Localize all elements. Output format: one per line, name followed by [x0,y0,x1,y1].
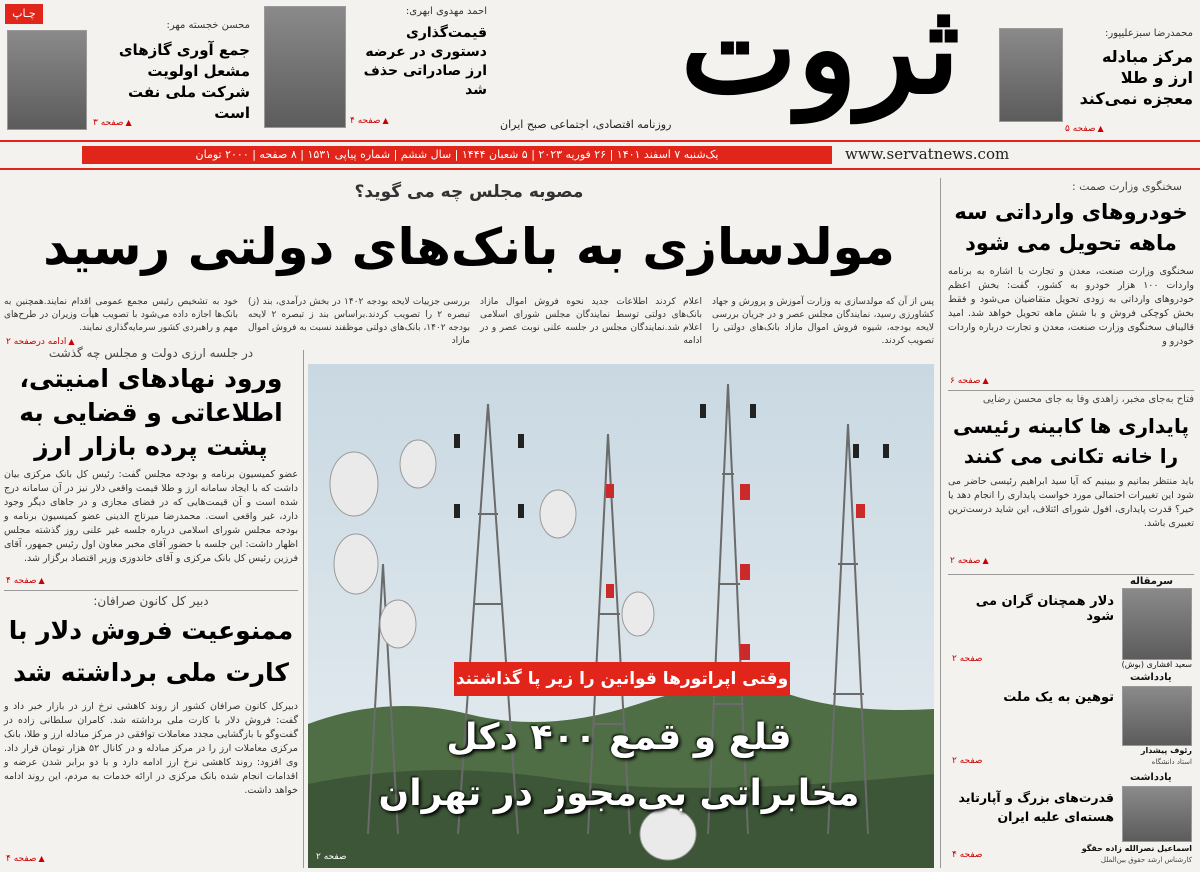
opinion-author: رئوف پیشدار [1140,746,1192,755]
article-body: دبیرکل کانون صرافان کشور از روند کاهشی نرخ ارز در بازار خبر داد و گفت: فروش دلار با کارت ملی برداشته شد. کامران سلطانی زاده در گفت‌وگو با بازگشایی مجدد معاملات توافقی در مرکز مبادله ارز و طلا، بانک مرکزی معاملات ارز را در مرکز مبادله و در کانال ۵۲ هزار تومان قرار داد. وی افزود: روند کاهشی نرخ ارز ادامه دارد و با دو برابر شدن عرضه و اقدامات انجام شده بانک مرکزی در ارائه خدمات به مردم، این روند ادامه خواهد داشت. [4,701,298,796]
site-url[interactable]: www.servatnews.com [845,145,1010,163]
center-headline: قلع و قمع ۴۰۰ دکل مخابراتی بی‌مجوز در تهران [378,717,860,814]
opinion-author: سعید افشاری (بوش) [1121,660,1192,669]
left-article-2[interactable] [4,594,298,866]
article-kicker: دبیر کل کانون صرافان: [93,594,209,608]
opinion-title: توهین به یک ملت [1003,690,1114,705]
section-label-note-2: یادداشت [1130,772,1172,783]
teaser-author: احمد مهدوی ابهری: [405,6,487,17]
main-col-2: اعلام کردند اطلاعات جدید نحوه فروش اموال مازاد بانک‌های دولتی توسط نمایندگان مجلس شورای اسلامی اعلام شد.نمایندگان مجلس در جلسه علنی نوبت عصر و در ادامه [480,297,702,346]
article-title: ممنوعیت فروش دلار با کارت ملی برداشته شد [8,616,294,687]
right-article-2[interactable] [948,394,1194,570]
portrait-photo [7,30,87,130]
author-photo [1122,686,1192,746]
article-title: ورود نهادهای امنیتی، اطلاعاتی و قضایی به پشت پرده بازار ارز [19,364,283,461]
article-page: ▲ صفحه ۲ [950,556,989,566]
main-col-1: پس از آن که مولدسازی به وزارت آموزش و پرورش و جهاد کشاورزی رسید، نمایندگان مجلس عصر و در جریان بررسی لایحه بودجه، شیوه فروش اموال مازاد بانک‌های دولتی را تصویب کردند. [712,297,934,346]
teaser-author: محمدرضا سبزعلیپور: [1105,28,1193,39]
article-kicker: فتاح به‌جای مخبر، زاهدی وفا به جای محسن رضایی [982,394,1194,405]
main-kicker: مصوبه مجلس چه می گوید؟ [354,182,584,202]
article-kicker: در جلسه ارزی دولت و مجلس چه گذشت [48,346,254,360]
main-more: ▲ ادامه درصفحه ۲ [6,337,75,347]
author-photo [1122,588,1192,660]
teaser-title: جمع آوری گازهای مشعل اولویت شرکت ملی نفت است [118,41,250,122]
teaser-title: مرکز مبادله ارز و طلا معجزه نمی‌کند [1079,47,1193,108]
masthead-logo[interactable] [500,0,960,131]
teaser-page: ▲ صفحه ۳ [93,118,132,128]
teaser-author: محسن خجسته مهر: [166,20,250,31]
main-story[interactable] [4,178,934,358]
opinion-2[interactable] [948,686,1194,774]
opinion-page: صفحه ۲ [952,756,983,766]
article-title: پایداری ها کابینه رئیسی را خانه تکانی می کنند [953,414,1189,468]
opinion-role: کارشناس ارشد حقوق بین‌الملل [1100,856,1192,864]
corner-badge: چـاپ [5,4,43,24]
right-article-1[interactable] [948,180,1194,390]
tagline: روزنامه اقتصادی، اجتماعی صبح ایران [500,118,672,131]
article-page: ▲ صفحه ۴ [6,576,45,586]
main-headline: مولدسازی به بانک‌های دولتی رسید [43,218,895,276]
opinion-title: قدرت‌های بزرگ و آپارتاید هسته‌ای علیه ایران [958,790,1114,824]
opinion-title: دلار همچنان گران می شود [975,594,1114,624]
opinion-page: صفحه ۲ [952,654,983,664]
article-title: خودروهای وارداتی سه ماهه تحویل می شود [954,200,1188,255]
article-body: سخنگوی وزارت صنعت، معدن و تجارت با اشاره به برنامه واردات ۱۰۰ هزار خودرو به کشور، گفت: بخش اعظم خودروهای وارداتی به زودی تحویل متقاضیان می‌شود و فقط بخش کوچکی فروش و با شش ماهه تحویل خواهد شد. امید قالیباف سخنگوی وزارت صنعت، معدن و تجارت درباره واردات خودرو و [948,266,1194,347]
portrait-photo [264,6,346,128]
article-page: ▲ صفحه ۴ [6,854,45,864]
top-teaser-1[interactable] [995,26,1195,136]
opinion-role: استاد دانشگاه [1151,758,1192,766]
main-col-3: بررسی جزییات لایحه بودجه ۱۴۰۲ در بخش درآمدی، بند (ز) تبصره ۲ را تصویب کردند.براساس بند ز تبصره ۲ لایحه بودجه ۱۴۰۲، بانک‌های دولتی موظفند نسبت به فروش اموال مازاد [247,297,471,346]
center-subhead [454,662,790,696]
section-label-note-1: یادداشت [1130,672,1172,683]
article-body: عضو کمیسیون برنامه و بودجه مجلس گفت: رئیس کل بانک مرکزی بیان داشت که با ایجاد سامانه ارز و طلا قیمت واقعی دلار نیز در آن سامانه درج شده است و آن قیمت‌هایی که در فضای مجازی و در جاهای دیگر وجود دارد، غیر واقعی است. محمدرضا میرتاج الدینی عضو کمیسیون برنامه و بودجه مجلس شورای اسلامی درباره جلسه غیر علنی روز گذشته مجلس اظهار داشت: این جلسه با حضور آقای مخبر معاون اول رئیس جمهور، آقای فرزین رئیس کل بانک مرکزی و آقای خاندوزی وزیر اقتصاد برگزار شد. [4,469,298,564]
section-label-editorial: سرمقاله [1130,576,1174,587]
opinion-author: اسماعیل نصرالله زاده حقگو [1081,844,1192,853]
logo-wordmark: ثروت [680,0,960,122]
portrait-photo [999,28,1063,122]
opinion-3[interactable] [948,784,1194,870]
article-page: ▲ صفحه ۶ [950,376,989,386]
opinion-page: صفحه ۴ [952,850,983,860]
left-article-1[interactable] [4,346,298,588]
author-photo [1122,786,1192,842]
dateline-text [82,146,832,164]
article-kicker: سخنگوی وزارت صمت : [1071,180,1182,193]
main-col-4: خود به تشخیص رئیس مجمع عمومی اقدام نمایند.همچنین به بانک‌ها اجازه داده می‌شود با تصویب هیأت وزیران در طرح‌های مهم و راهبردی کشور سرمایه‌گذاری نمایند. [4,297,238,333]
center-page: صفحه ۲ [316,852,347,862]
center-photo-story[interactable] [308,364,934,868]
top-teaser-3[interactable] [5,0,250,136]
teaser-page: ▲ صفحه ۵ [1065,124,1104,134]
article-body: باید منتظر بمانیم و ببینیم که آیا سید ابراهیم رئیسی حاضر می شود این تغییرات احتمالی مورد خواست پایداری را انجام دهد یا خیر؟ قدرت پایداری، افول شورای ائتلاف، این شاید درست‌ترین تعبیری باشد. [948,476,1194,529]
dateline-bar [0,140,1200,170]
top-teaser-2[interactable] [262,0,487,136]
dateline-value: یک‌شنبه ۷ اسفند ۱۴۰۱ | ۲۶ فوریه ۲۰۲۳ | ۵ شعبان ۱۴۴۴ | سال ششم | شماره پیاپی ۱۵۳۱ | ۸ صفحه | ۲۰۰۰ تومان [195,148,719,161]
center-subhead-text: وقتی اپراتورها قوانین را زیر پا گذاشتند [455,669,789,689]
opinion-1[interactable] [948,588,1194,668]
teaser-page: ▲ صفحه ۴ [350,116,389,126]
teaser-title: قیمت‌گذاری دستوری در عرضه ارز صادراتی حذف شد [363,25,487,98]
